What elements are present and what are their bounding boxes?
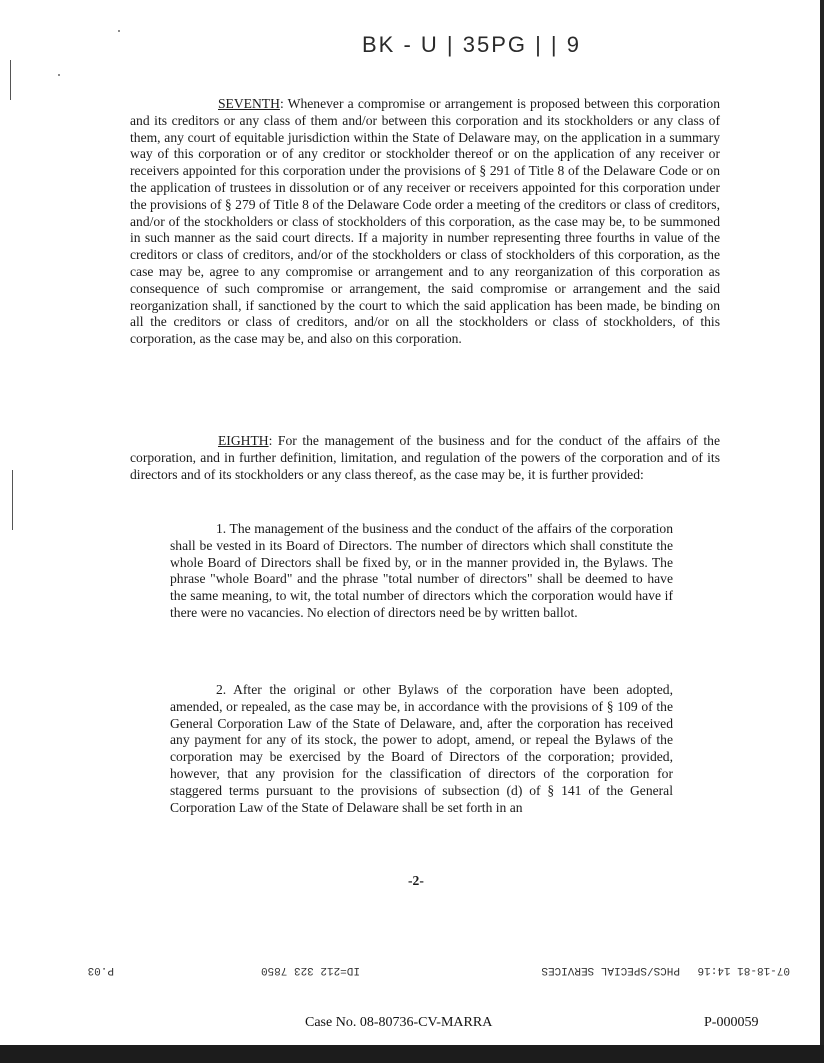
fax-date-time: 07-18-81 14:16: [697, 964, 790, 976]
book-page-reference: BK - U | 35PG | | 9: [362, 32, 581, 57]
paragraph-seventh: [130, 96, 720, 348]
provision-item-1: 1. The management of the business and the conduct of the affairs of the corporation shall be vested in its Board of Directors. The number of directors which shall constitute the whole Board of Directors shall be fixed by, or in the manner provided in, the Bylaws. The phrase "whole Board" and the phrase "total number of directors" shall be deemed to have the same meaning, to wit, the total number of directors which the corporation would have if there were no vacancies. No election of directors need be by written ballot.: [170, 521, 673, 620]
fax-id: ID=212 323 7850: [260, 964, 360, 976]
scan-mark: [12, 470, 13, 530]
article-body: : Whenever a compromise or arrangement is proposed between this corporation and its creditors or any class of them and/or between this corporation and its stockholders or any class of them, any court of equitable jurisdiction within the State of Delaware may, on the application in a summary way of this corporation or of any creditor or stockholder thereof or on the application of any receiver or receivers appointed for this corporation under the provisions of § 291 of Title 8 of the Delaware Code or on the application of trustees in dissolution or of any receiver or receivers appointed for this corporation under the provisions of § 279 of Title 8 of the Delaware Code order a meeting of the creditors or class of creditors, and/or of the stockholders or class of stockholders of this corporation, as the case may be, to be summoned in such manner as the said court directs. If a majority in number representing three fourths in value of the creditors or class of creditors, and/or of the stockholders or class of stockholders of this corporation, as the case may be, agree to any compromise or arrangement and to any reorganization of this corporation as consequence of such compromise or arrangement, the said compromise or arrangement and the said reorganization shall, if sanctioned by the court to which the said application has been made, be binding on all the creditors or class of creditors, and/or on all the stockholders or class of stockholders, of this corporation, as the case may be, and also on this corporation.: [130, 96, 720, 347]
fax-page: P.03: [87, 964, 114, 976]
fax-header-line: [80, 962, 790, 976]
scan-edge-bottom: [0, 1045, 824, 1063]
article-heading: SEVENTH: [218, 96, 280, 111]
provision-item-2: 2. After the original or other Bylaws of the corporation have been adopted, amended, or repealed, as the case may be, in accordance with the provisions of § 109 of the General Corporation Law of the State of Delaware, and, after the corporation has received any payment for any of its stock, the power to adopt, amend, or repeal the Bylaws of the corporation may be exercised by the Board of Directors of the corporation; provided, however, that any provision for the classification of directors of the corporation for staggered terms pursuant to the provisions of subsection (d) of § 141 of the General Corporation Law of the State of Delaware shall be set forth in an: [170, 682, 673, 815]
article-body: : For the management of the business and for the conduct of the affairs of the corporation, and in further definition, limitation, and regulation of the powers of the corporation and of its directors and of its stockholders or any class thereof, as the case may be, it is further provided:: [130, 433, 720, 482]
case-number: Case No. 08-80736-CV-MARRA: [305, 1015, 493, 1030]
scan-mark: [10, 60, 11, 100]
scan-speck: [118, 30, 120, 32]
article-heading: EIGHTH: [218, 433, 269, 448]
page-number: -2-: [408, 873, 424, 888]
fax-department: PHCS/SPECIAL SERVICES: [541, 964, 680, 976]
scan-edge-right: [820, 0, 824, 1063]
bates-number: P-000059: [704, 1015, 759, 1030]
scan-speck: [58, 74, 60, 76]
paragraph-eighth: [130, 433, 720, 483]
